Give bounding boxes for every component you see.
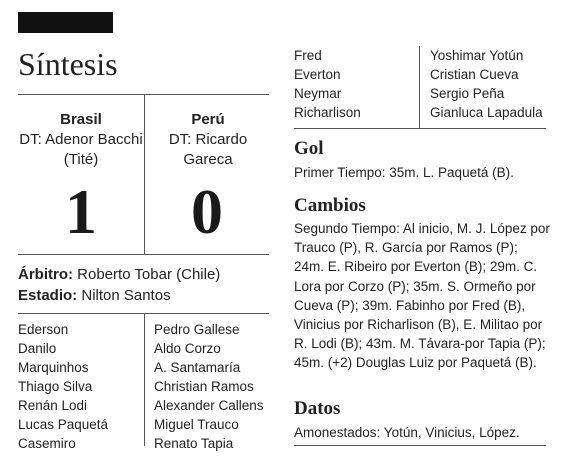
section-title-datos: Datos <box>294 398 341 419</box>
lineup-peru-a <box>154 320 264 453</box>
player: A. Santamaría <box>154 360 241 375</box>
divider <box>18 254 269 255</box>
player: Lucas Paquetá <box>18 417 109 432</box>
score-brasil: 1 <box>65 176 97 247</box>
team-coach: DT: Ricardo Gareca <box>168 131 248 168</box>
divider <box>419 46 420 128</box>
player: Everton <box>294 67 341 82</box>
section-title-gol: Gol <box>294 138 324 159</box>
player: Yoshimar Yotún <box>430 48 524 63</box>
lineup-brasil-b <box>294 46 361 122</box>
player: Gianluca Lapadula <box>430 105 543 120</box>
team-name: Perú <box>191 111 225 128</box>
referee-label: Árbitro: <box>18 266 73 283</box>
divider <box>294 128 546 129</box>
referee-value: Roberto Tobar (Chile) <box>73 266 221 283</box>
score-peru: 0 <box>191 176 223 247</box>
player: Casemiro <box>18 436 76 451</box>
section-title-cambios: Cambios <box>294 195 366 216</box>
player: Miguel Trauco <box>154 417 239 432</box>
lineup-peru-b <box>430 46 543 122</box>
player: Christian Ramos <box>154 379 254 394</box>
player: Sergio Peña <box>430 86 505 101</box>
player: Richarlison <box>294 105 361 120</box>
player: Neymar <box>294 86 342 101</box>
player: Alexander Callens <box>154 398 264 413</box>
team-name: Brasil <box>60 111 102 128</box>
team-peru <box>158 110 258 170</box>
player: Cristian Cueva <box>430 67 519 82</box>
player: Thiago Silva <box>18 379 93 394</box>
player: Fred <box>294 48 322 63</box>
player: Marquinhos <box>18 360 89 375</box>
section-text-gol: Primer Tiempo: 35m. L. Paquetá (B). <box>294 165 514 180</box>
player: Renato Tapia <box>154 436 234 451</box>
stadium-label: Estadio: <box>18 287 78 304</box>
player: Renán Lodi <box>18 398 88 413</box>
stadium-line <box>18 285 171 306</box>
player: Aldo Corzo <box>154 341 221 356</box>
page-title: Síntesis <box>18 46 118 82</box>
section-text-datos: Amonestados: Yotún, Vinicius, López. <box>294 425 520 440</box>
player: Pedro Gallese <box>154 322 240 337</box>
player: Danilo <box>18 341 57 356</box>
header-bar <box>18 12 113 33</box>
stadium-value: Nilton Santos <box>77 287 171 304</box>
section-text-cambios: Segundo Tiempo: Al inicio, M. J. López por Trauco (P), R. García por Ramos (P); 24m. E. Ribeiro por Everton (B); 29m. C. Lora por Corzo (P); 35m. S. Ormeño por Cueva (P); 39m. Fabinho por Fred (B), Vinicius por Richarlison (B), E. Militao por R. Lodi (B); 43m. M. Távara-por Tapia (P); 45m. (+2) Douglas Luiz por Paquetá (B). <box>294 221 550 371</box>
team-coach: DT: Adenor Bacchi (Tité) <box>19 131 143 168</box>
divider <box>294 445 546 446</box>
referee-line <box>18 264 220 285</box>
divider <box>144 313 145 446</box>
player: Ederson <box>18 322 69 337</box>
team-brasil <box>18 110 144 170</box>
lineup-brasil-a <box>18 320 108 453</box>
